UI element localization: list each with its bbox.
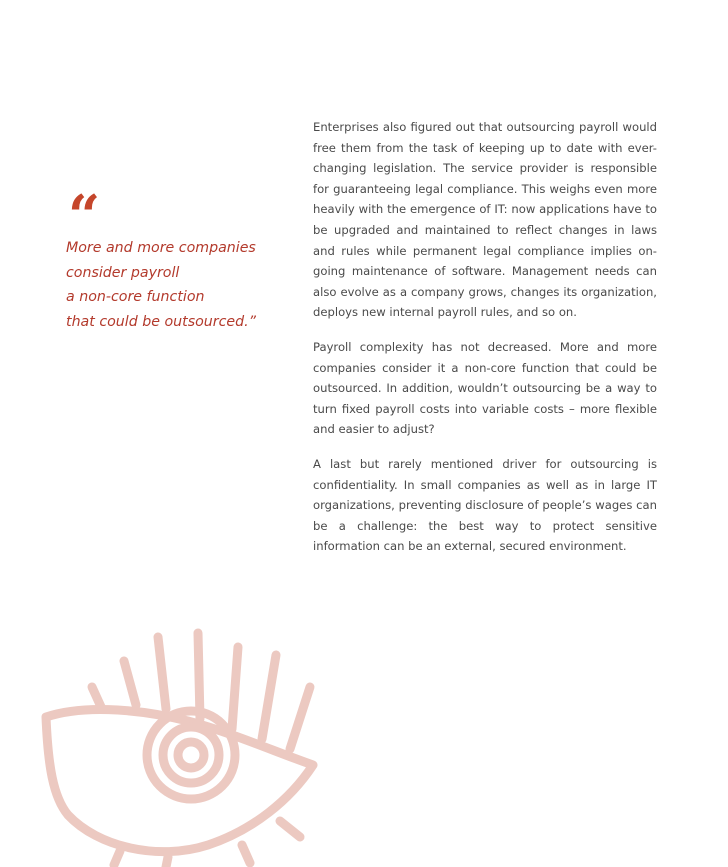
eye-lash [114, 851, 120, 865]
paragraph: Enterprises also figured out that outsourcing payroll would free them from the task of keeping up to date with ever-changing legislation. The service provider is responsible for guaranteeing legal compliance. This weighs even more heavily with the emergence of IT: now applications have to be upgraded and maintained to reflect changes in laws and rules while permanent legal compliance implies on-going maintenance of software. Management needs can also evolve as a company grows, changes its organization, deploys new internal payroll rules, and so on. [313, 120, 657, 320]
eye-lash [124, 661, 136, 705]
eye-lash [290, 687, 310, 749]
eye-lash [158, 637, 166, 709]
eye-lash [166, 857, 168, 867]
eye-lash [242, 845, 250, 863]
eye-iris-middle [163, 727, 219, 783]
pull-quote-line: a non-core function [66, 289, 205, 305]
pull-quote-text [66, 236, 296, 334]
eye-iris-inner [178, 742, 204, 768]
eye-lash [198, 633, 200, 719]
eye-lash [232, 647, 238, 729]
paragraph: Payroll complexity has not decreased. More and more companies consider it a non-core function that could be outsourced. In addition, wouldn’t outsourcing be a way to turn fixed payroll costs into variable costs – more flexible and easier to adjust? [313, 339, 657, 437]
pull-quote-line: consider payroll [66, 264, 180, 281]
body-text-column [313, 117, 657, 571]
quote-mark-icon: “ [68, 183, 95, 249]
pull-quote-line: More and more companies [66, 240, 256, 256]
eye-lash [280, 821, 300, 837]
eye-lash [262, 655, 276, 739]
pull-quote [66, 183, 296, 334]
eye-icon [28, 625, 328, 867]
pull-quote-line: that could be outsourced.” [66, 313, 257, 330]
paragraph: A last but rarely mentioned driver for outsourcing is confidentiality. In small companies as well as in large IT organizations, preventing disclosure of people’s wages can be a challenge: the best way to protect sensitive information can be an external, secured environment. [313, 456, 657, 554]
